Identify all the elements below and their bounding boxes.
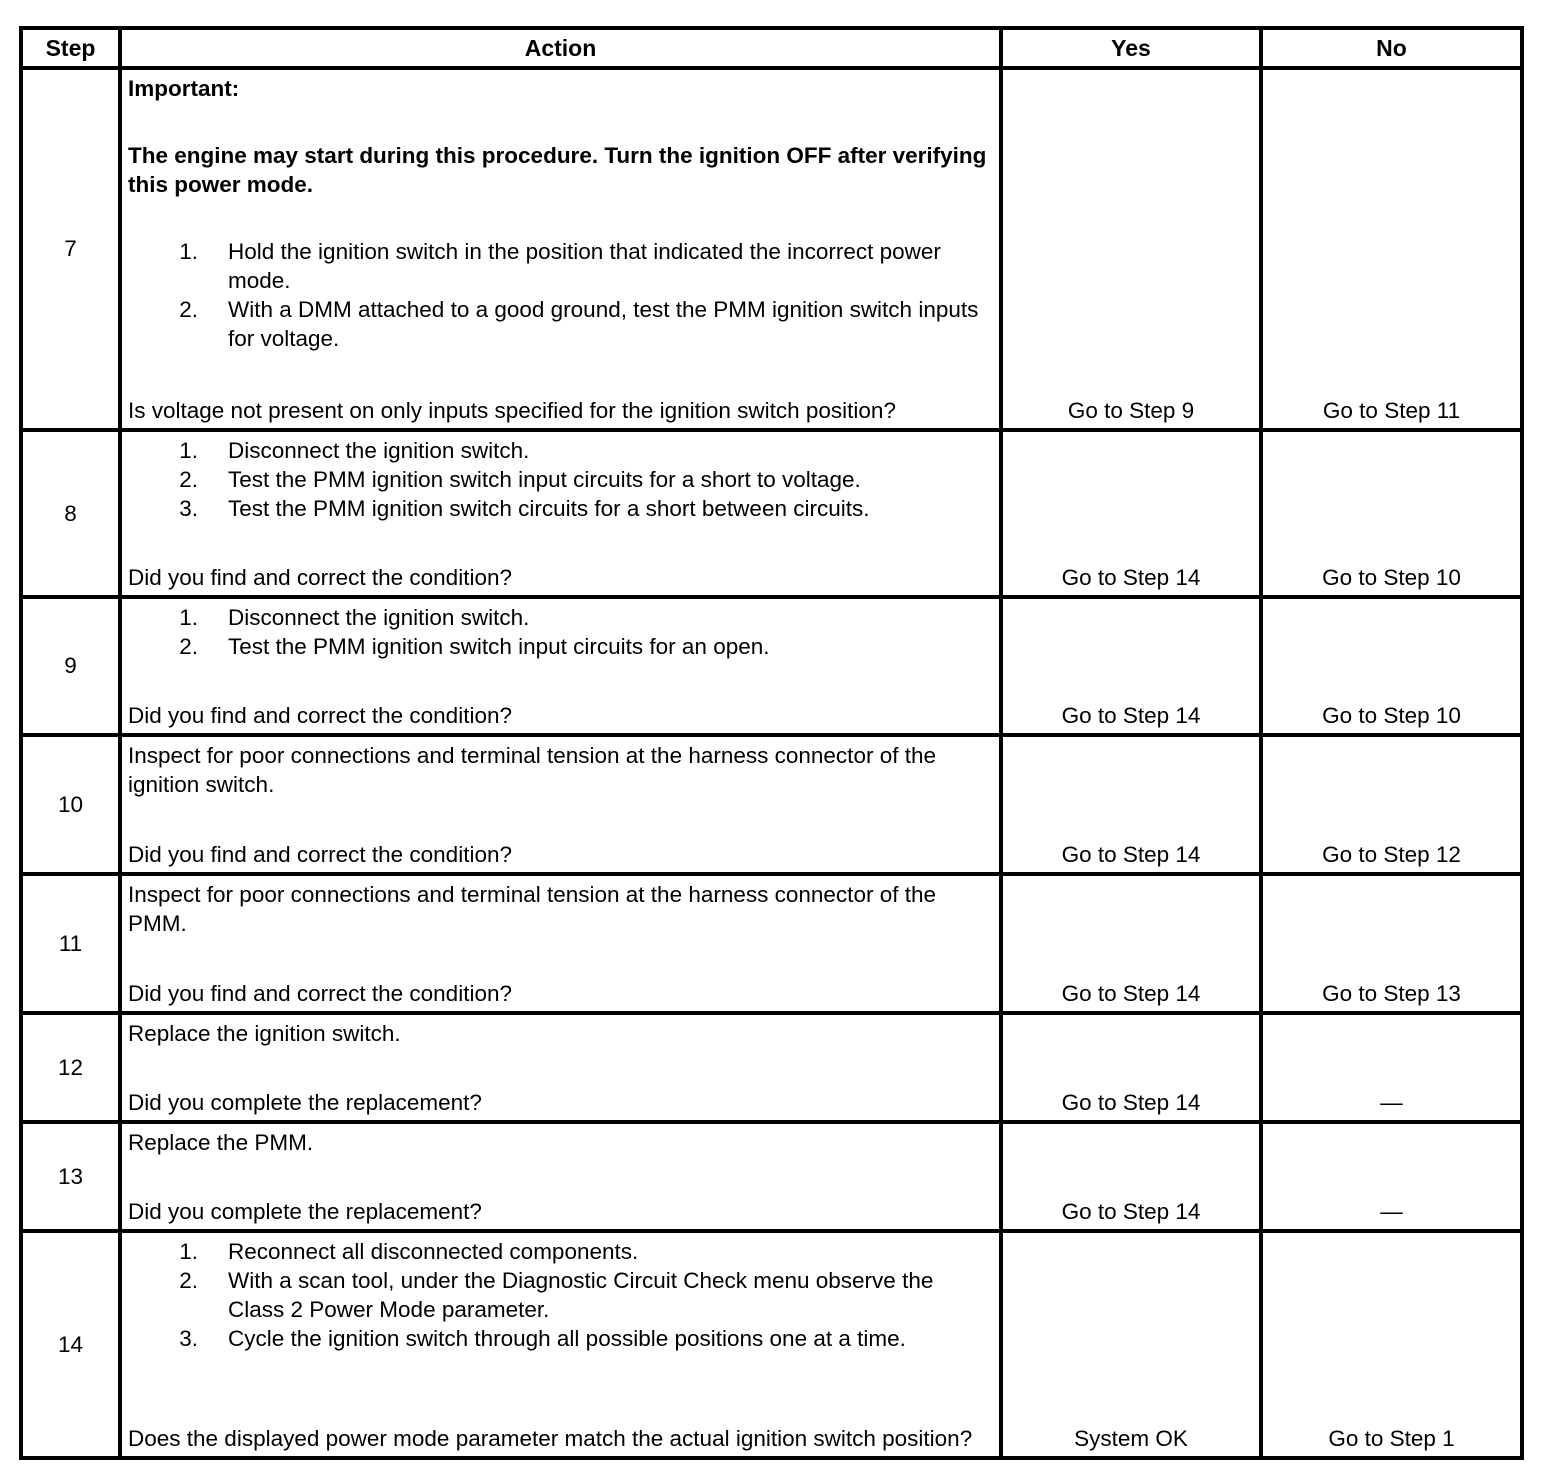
question-text: Did you find and correct the condition? <box>128 981 512 1006</box>
action-cell <box>120 430 1001 597</box>
question-text: Does the displayed power mode parameter match the actual ignition switch position? <box>128 1426 973 1451</box>
no-answer: Go to Step 11 <box>1261 68 1522 430</box>
no-answer: Go to Step 12 <box>1261 735 1522 874</box>
diagnostic-table <box>19 26 1524 1460</box>
step-number: 8 <box>21 430 120 597</box>
question-text: Did you complete the replacement? <box>128 1199 482 1224</box>
action-cell <box>120 1231 1001 1458</box>
list-item: 1. Hold the ignition switch in the position that indicated the incorrect power mode. <box>179 239 941 293</box>
step-number: 10 <box>21 735 120 874</box>
list-item: 1. Reconnect all disconnected components. <box>179 1239 639 1264</box>
action-cell <box>120 1013 1001 1122</box>
header-no: No <box>1261 28 1522 68</box>
list-item: 3. Test the PMM ignition switch circuits for a short between circuits. <box>179 496 870 521</box>
action-cell <box>120 874 1001 1013</box>
header-row <box>21 28 1522 68</box>
step-number: 11 <box>21 874 120 1013</box>
yes-answer: Go to Step 14 <box>1001 1013 1261 1122</box>
step-number: 14 <box>21 1231 120 1458</box>
action-list <box>128 1237 989 1353</box>
action-list <box>128 436 989 523</box>
list-item: 2. Test the PMM ignition switch input circuits for an open. <box>179 634 770 659</box>
question-text: Did you find and correct the condition? <box>128 565 512 590</box>
table-row <box>21 874 1522 1013</box>
table-row <box>21 1013 1522 1122</box>
table-row <box>21 68 1522 430</box>
no-answer: Go to Step 13 <box>1261 874 1522 1013</box>
action-text: Inspect for poor connections and terminal tension at the harness connector of the PMM. <box>128 882 936 936</box>
list-item: 2. With a DMM attached to a good ground, test the PMM ignition switch inputs for voltage. <box>179 297 979 351</box>
no-answer: — <box>1261 1122 1522 1231</box>
action-cell <box>120 68 1001 430</box>
no-answer: Go to Step 10 <box>1261 597 1522 735</box>
action-cell <box>120 597 1001 735</box>
no-answer: — <box>1261 1013 1522 1122</box>
step-number: 12 <box>21 1013 120 1122</box>
table-row <box>21 597 1522 735</box>
no-answer: Go to Step 10 <box>1261 430 1522 597</box>
no-answer: Go to Step 1 <box>1261 1231 1522 1458</box>
table-row <box>21 1231 1522 1458</box>
action-list <box>128 237 989 353</box>
yes-answer: Go to Step 9 <box>1001 68 1261 430</box>
question-text: Did you find and correct the condition? <box>128 703 512 728</box>
action-text: Inspect for poor connections and terminal tension at the harness connector of the ignition switch. <box>128 743 936 797</box>
table-row <box>21 1122 1522 1231</box>
header-action: Action <box>120 28 1001 68</box>
yes-answer: Go to Step 14 <box>1001 430 1261 597</box>
list-item: 1. Disconnect the ignition switch. <box>179 605 530 630</box>
important-title: Important: <box>128 76 240 101</box>
step-number: 9 <box>21 597 120 735</box>
question-text: Is voltage not present on only inputs specified for the ignition switch position? <box>128 398 896 423</box>
yes-answer: Go to Step 14 <box>1001 735 1261 874</box>
important-text: The engine may start during this procedure. Turn the ignition OFF after verifying this power mode. <box>128 143 987 197</box>
step-number: 13 <box>21 1122 120 1231</box>
action-text: Replace the ignition switch. <box>128 1021 401 1046</box>
table-row <box>21 735 1522 874</box>
table-row <box>21 430 1522 597</box>
list-item: 2. With a scan tool, under the Diagnostic Circuit Check menu observe the Class 2 Power Mode parameter. <box>179 1268 934 1322</box>
yes-answer: System OK <box>1001 1231 1261 1458</box>
list-item: 3. Cycle the ignition switch through all possible positions one at a time. <box>179 1326 906 1351</box>
question-text: Did you complete the replacement? <box>128 1090 482 1115</box>
action-cell <box>120 735 1001 874</box>
action-list <box>128 603 989 661</box>
header-step: Step <box>21 28 120 68</box>
yes-answer: Go to Step 14 <box>1001 1122 1261 1231</box>
list-item: 1. Disconnect the ignition switch. <box>179 438 530 463</box>
yes-answer: Go to Step 14 <box>1001 874 1261 1013</box>
action-cell <box>120 1122 1001 1231</box>
action-text: Replace the PMM. <box>128 1130 314 1155</box>
step-number: 7 <box>21 68 120 430</box>
list-item: 2. Test the PMM ignition switch input circuits for a short to voltage. <box>179 467 861 492</box>
question-text: Did you find and correct the condition? <box>128 842 512 867</box>
header-yes: Yes <box>1001 28 1261 68</box>
yes-answer: Go to Step 14 <box>1001 597 1261 735</box>
